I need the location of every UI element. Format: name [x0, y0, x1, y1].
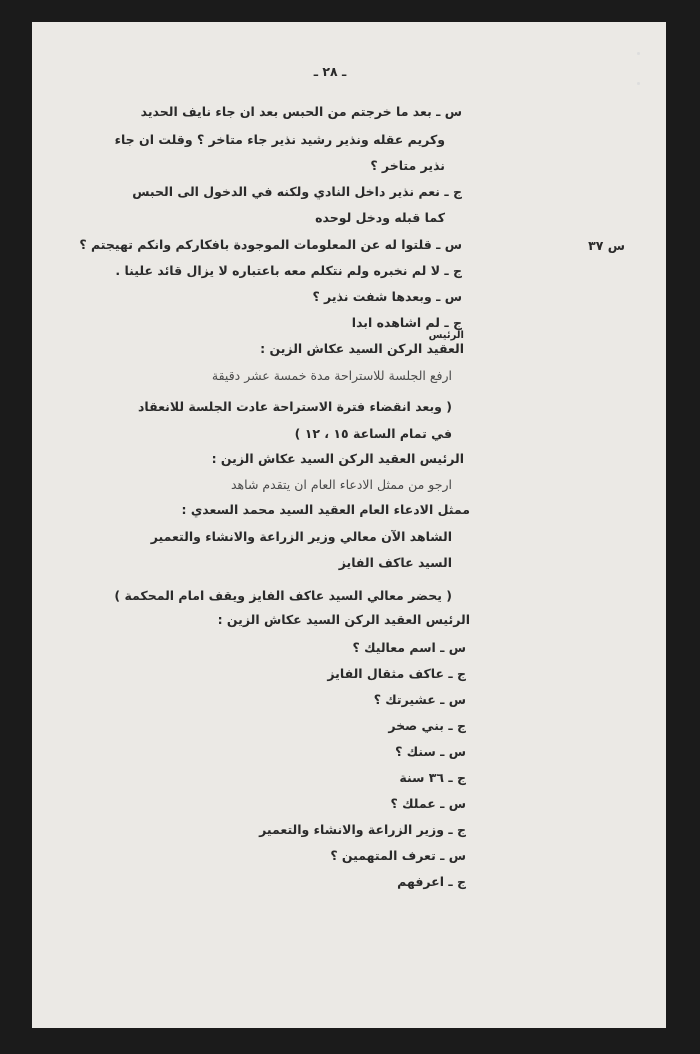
text-line: نذير متاخر ؟	[370, 158, 445, 173]
answer-line: ج ـ لا لم نخبره ولم نتكلم معه باعتباره لا يزال قائد علينا .	[115, 263, 462, 278]
text-line: ( وبعد انقضاء فترة الاستراحة عادت الجلسة للانعقاد	[137, 399, 452, 414]
question-line: س ـ وبعدها شفت نذير ؟	[312, 289, 462, 304]
speaker-title: الرئيس	[428, 330, 464, 341]
text-line: السيد عاكف الفايز	[338, 555, 452, 570]
answer-line: ج ـ نعم نذير داخل النادي ولكنه في الدخول الى الحبس	[132, 184, 462, 199]
speaker-line: الرئيس العقيد الركن السيد عكاش الزين :	[211, 451, 464, 466]
text-line: ارجو من ممثل الادعاء العام ان يتقدم شاهد	[230, 477, 452, 492]
answer-line: ج ـ وزير الزراعة والانشاء والتعمير	[259, 822, 466, 837]
text-line: كما قبله ودخل لوحده	[315, 210, 445, 225]
question-line: س ـ سنك ؟	[395, 744, 466, 759]
question-line: س ـ اسم معاليك ؟	[352, 640, 466, 655]
answer-line: ج ـ اعرفهم	[397, 874, 466, 889]
speaker-line: العقيد الركن السيد عكاش الزين :	[260, 341, 464, 356]
speaker-line: ممثل الادعاء العام العقيد السيد محمد السعدي :	[181, 502, 470, 517]
text-line: الشاهد الآن معالي وزير الزراعة والانشاء والتعمير	[150, 529, 452, 544]
question-line: س ـ عشيرتك ؟	[373, 692, 466, 707]
speaker-line: الرئيس العقيد الركن السيد عكاش الزين :	[217, 612, 470, 627]
scan-speck	[637, 82, 640, 85]
question-line: س ـ عملك ؟	[390, 796, 466, 811]
question-line: س ـ بعد ما خرجتم من الحبس بعد ان جاء نايف الحديد	[140, 104, 462, 119]
question-line: س ـ تعرف المتهمين ؟	[330, 848, 466, 863]
answer-line: ج ـ لم اشاهده ابدا	[351, 315, 462, 330]
answer-line: ج ـ بني صخر	[388, 718, 466, 733]
text-line: وكريم عقله ونذير رشيد نذير جاء متاخر ؟ وقلت ان جاء	[114, 132, 445, 147]
question-line: س ـ قلتوا له عن المعلومات الموجودة بافكاركم وانكم تهيجتم ؟	[79, 237, 462, 252]
page-number: ـ ٢٨ ـ	[313, 64, 347, 79]
text-line: ( يحضر معالي السيد عاكف الفايز ويقف امام المحكمة )	[114, 588, 452, 603]
margin-note: س ٣٧	[588, 238, 625, 253]
text-line: ارفع الجلسة للاستراحة مدة خمسة عشر دقيقة	[211, 368, 452, 383]
answer-line: ج ـ عاكف مثقال الفايز	[327, 666, 466, 681]
text-line: في تمام الساعة ١٥ ، ١٢ )	[294, 426, 452, 441]
answer-line: ج ـ ٣٦ سنة	[399, 770, 466, 785]
scan-speck	[637, 52, 640, 55]
document-page	[32, 22, 666, 1028]
